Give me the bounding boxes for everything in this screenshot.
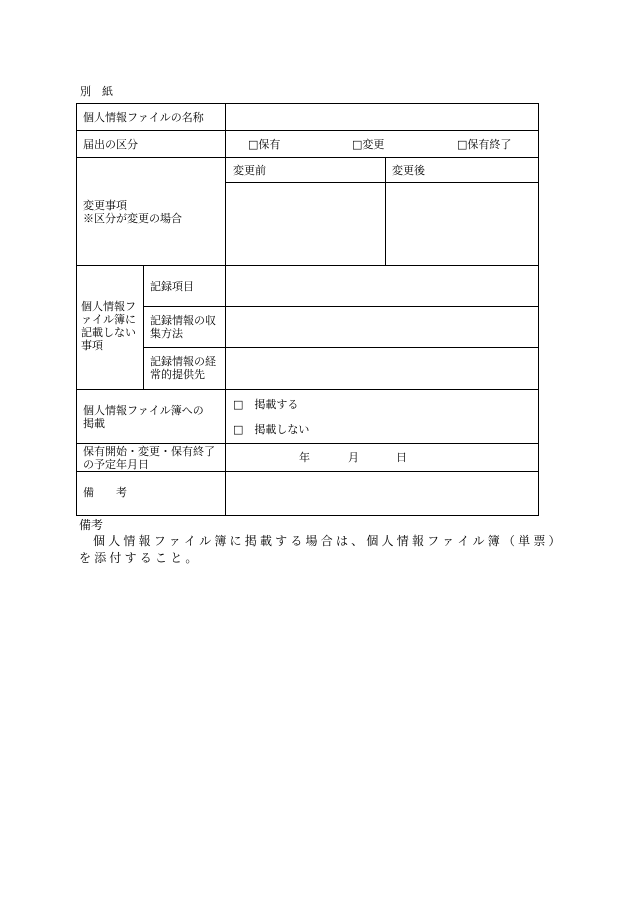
before-label: 変更前 xyxy=(233,164,266,177)
category-label: 届出の区分 xyxy=(83,138,138,151)
before-field[interactable] xyxy=(226,183,384,264)
attachment-label: 別 紙 xyxy=(80,85,113,98)
category-option-hold[interactable]: □保有 xyxy=(248,138,281,151)
regular-provision-label: 記録情報の経 常的提供先 xyxy=(150,355,216,381)
change-label: 変更事項 xyxy=(83,199,127,212)
date-day-unit: 日 xyxy=(396,451,407,464)
unlisted-group-label: 個人情報フ ァイル簿に 記載しない 事項 xyxy=(81,300,136,352)
notes-line-1: 個人情報ファイル簿に掲載する場合は、個人情報ファイル簿（単票） xyxy=(93,534,564,548)
record-items-label: 記録項目 xyxy=(150,280,194,293)
notes-title: 備考 xyxy=(79,518,104,532)
remarks-label: 備 考 xyxy=(83,486,127,499)
collection-method-label: 記録情報の収 集方法 xyxy=(150,314,216,340)
record-items-field[interactable] xyxy=(226,266,538,306)
publish-option-no[interactable]: □ 掲載しない xyxy=(233,423,310,436)
scheduled-date-field[interactable] xyxy=(226,444,538,471)
category-option-end[interactable]: □保有終了 xyxy=(457,138,512,151)
regular-provision-field[interactable] xyxy=(226,348,538,389)
form-table xyxy=(76,103,539,516)
after-field[interactable] xyxy=(386,183,538,264)
date-year-unit: 年 xyxy=(299,451,310,464)
after-label: 変更後 xyxy=(392,164,425,177)
remarks-field[interactable] xyxy=(226,472,538,515)
notes-line-2: を添付すること。 xyxy=(79,551,201,565)
file-name-label: 個人情報ファイルの名称 xyxy=(83,111,204,124)
collection-method-field[interactable] xyxy=(226,307,538,347)
scheduled-date-label: 保有開始・変更・保有終了 の予定年月日 xyxy=(83,445,215,471)
category-option-change[interactable]: □変更 xyxy=(352,138,385,151)
change-sublabel: ※区分が変更の場合 xyxy=(83,212,182,225)
publish-label: 個人情報ファイル簿への 掲載 xyxy=(83,404,204,430)
file-name-field[interactable] xyxy=(226,104,538,130)
publish-option-yes[interactable]: □ 掲載する xyxy=(233,398,299,411)
date-month-unit: 月 xyxy=(348,451,359,464)
